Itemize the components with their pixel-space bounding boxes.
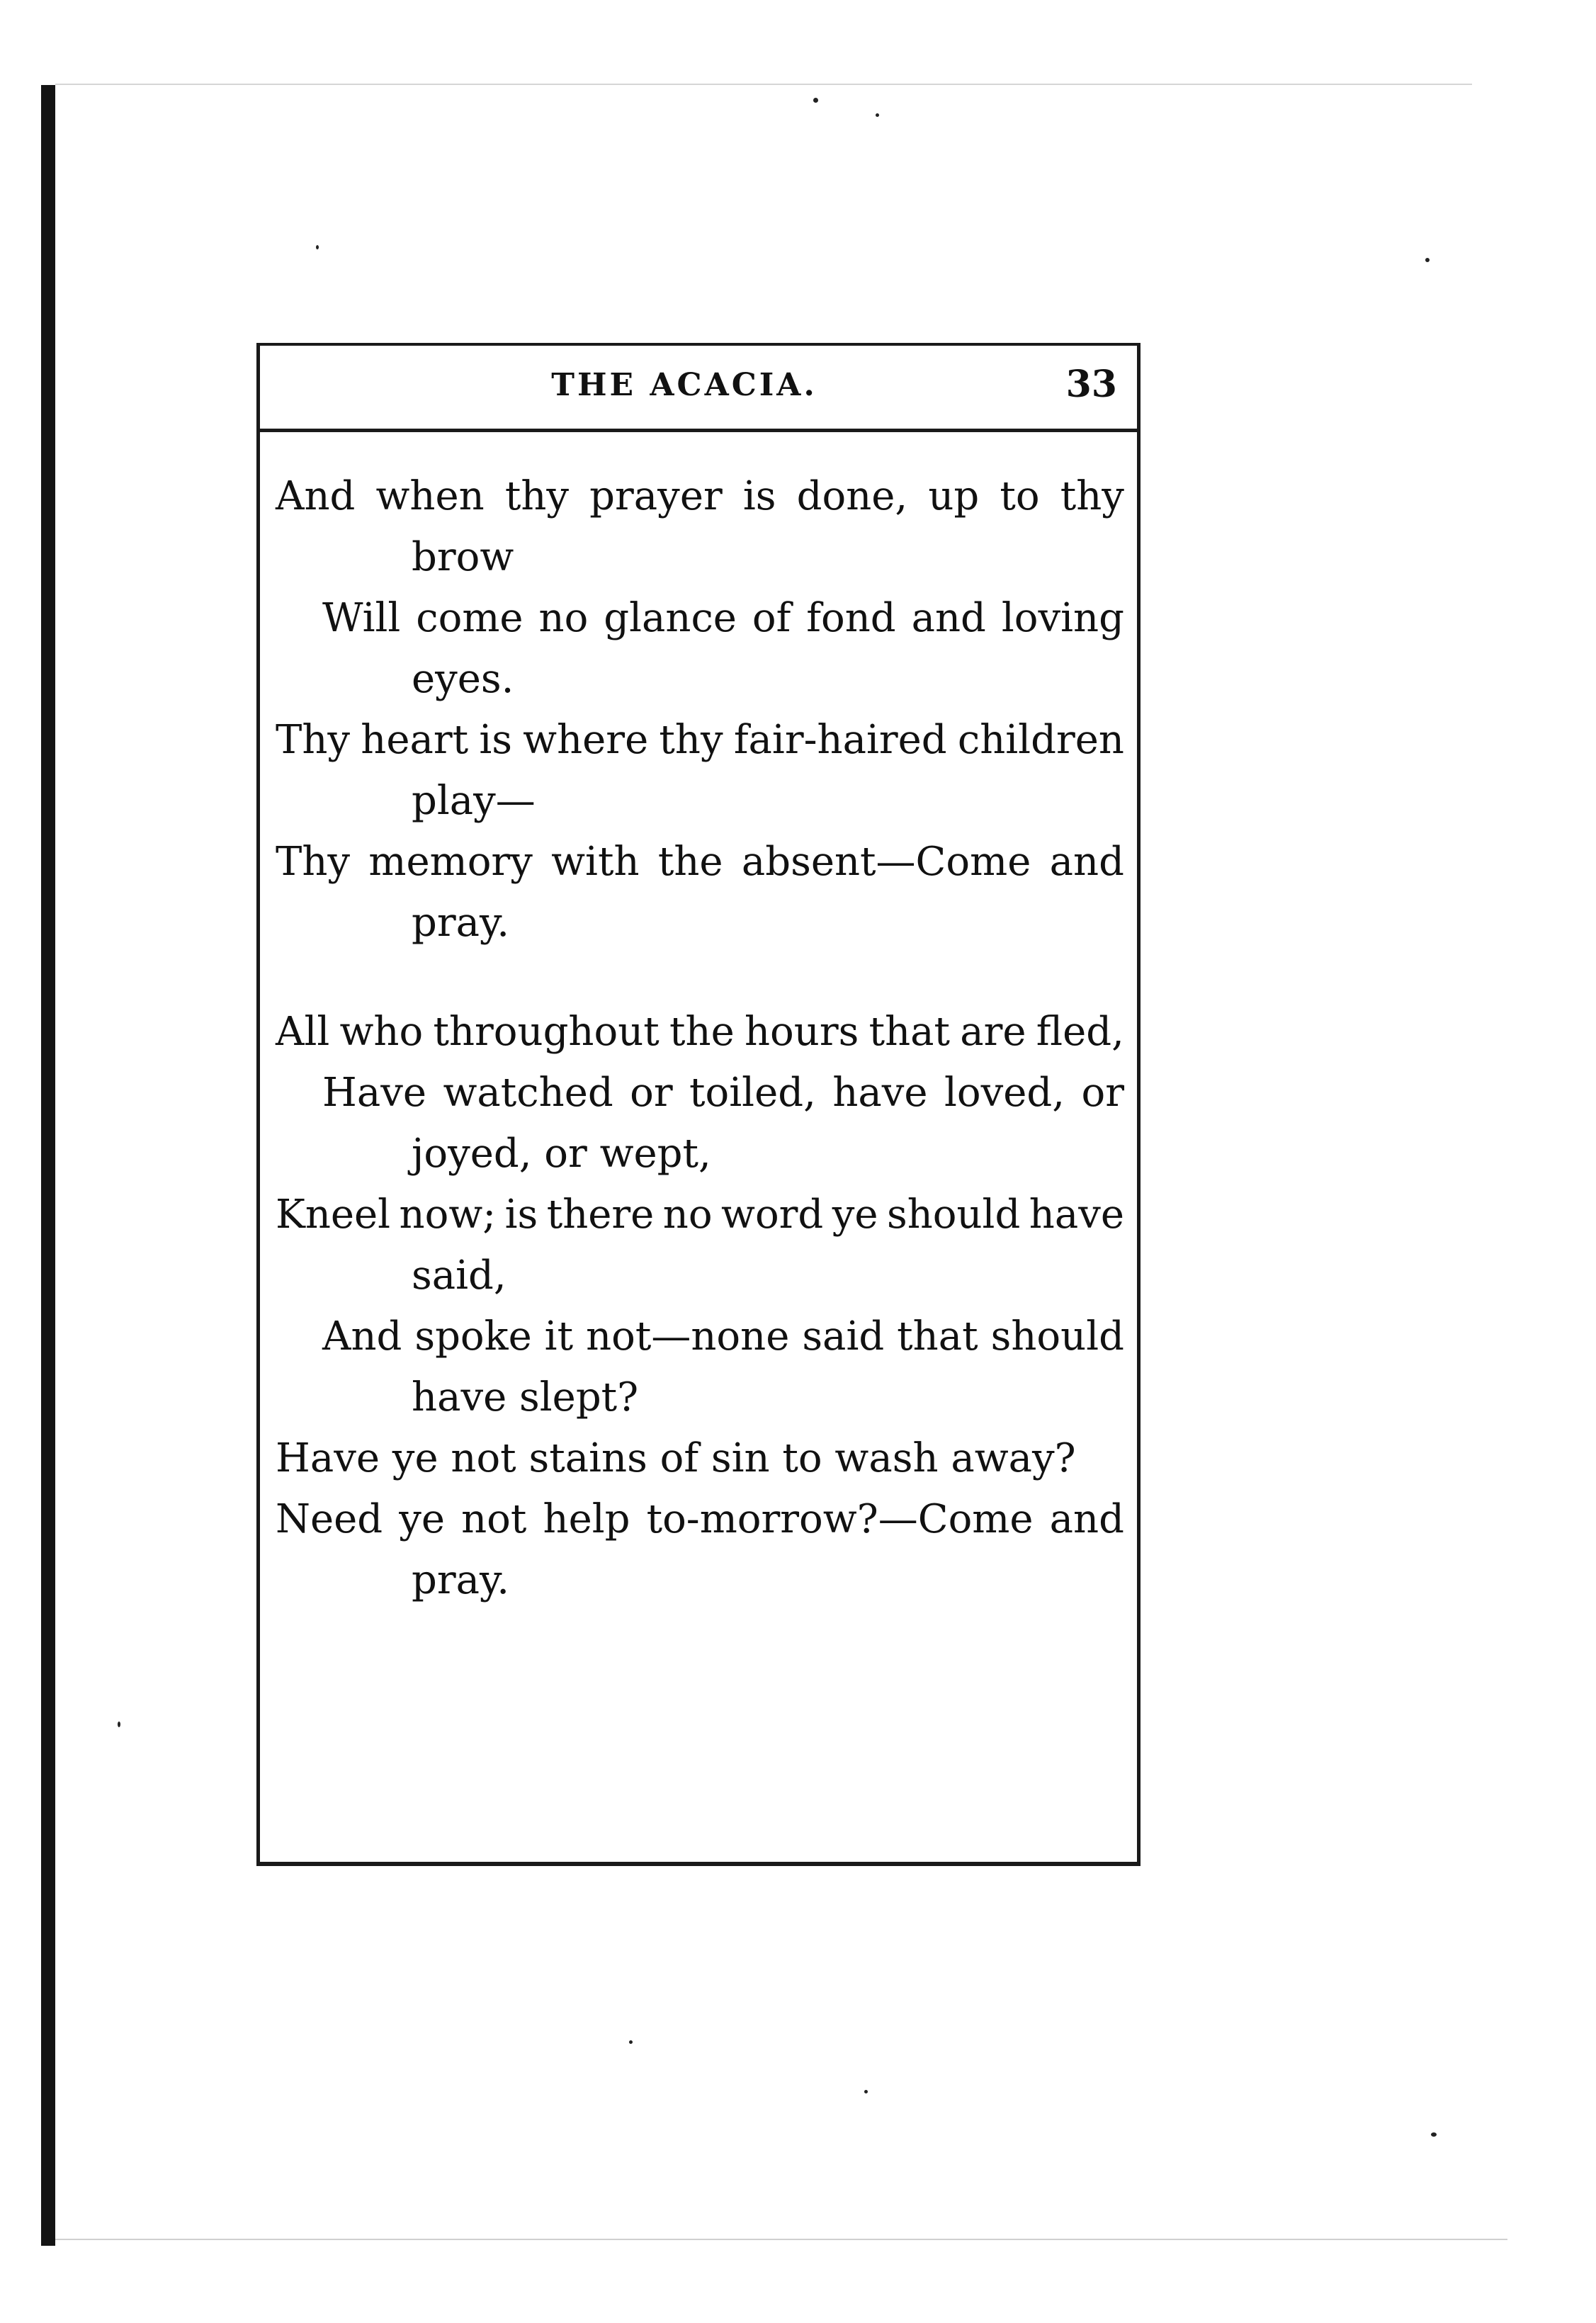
verse-line: Will come no glance of fond and loving bbox=[322, 595, 1124, 641]
scan-speck bbox=[813, 98, 818, 103]
verse-line: Need ye not help to-morrow?—Come and bbox=[276, 1496, 1124, 1542]
verse-line: eyes. bbox=[412, 656, 514, 702]
scan-speck bbox=[1431, 2132, 1437, 2137]
scan-speck bbox=[876, 113, 879, 117]
scan-speck bbox=[629, 2040, 633, 2044]
verse-line: Kneel now; is there no word ye should have bbox=[276, 1192, 1124, 1238]
verse-line: All who throughout the hours that are fled, bbox=[276, 1009, 1124, 1055]
verse-line: And spoke it not—none said that should bbox=[322, 1313, 1124, 1360]
stanza bbox=[276, 466, 1124, 954]
verse-line: brow bbox=[412, 534, 514, 580]
book-binding-edge bbox=[41, 85, 55, 2246]
page-number: 33 bbox=[1065, 363, 1117, 406]
printed-page-frame bbox=[256, 343, 1141, 1866]
verse-line: pray. bbox=[412, 1557, 510, 1603]
verse-line: pray. bbox=[412, 900, 510, 946]
running-header bbox=[260, 346, 1137, 432]
verse-line: Have watched or toiled, have loved, or bbox=[322, 1070, 1124, 1116]
verse-line: joyed, or wept, bbox=[412, 1131, 711, 1177]
verse-line: have slept? bbox=[412, 1374, 639, 1420]
stanza bbox=[276, 1002, 1124, 1611]
scan-speck bbox=[1425, 258, 1430, 262]
verse-line: Thy heart is where thy fair-haired children bbox=[276, 717, 1124, 763]
scan-speck bbox=[118, 1722, 120, 1727]
verse-line: play— bbox=[412, 778, 536, 824]
verse-line: said, bbox=[412, 1253, 506, 1299]
scan-speck bbox=[864, 2090, 868, 2093]
verse-line: Have ye not stains of sin to wash away? bbox=[276, 1435, 1076, 1481]
verse-line: Thy memory with the absent—Come and bbox=[276, 839, 1124, 885]
scan-top-edge bbox=[55, 84, 1472, 85]
running-title: THE ACACIA. bbox=[551, 367, 817, 403]
scan-speck bbox=[316, 245, 319, 249]
poem-body bbox=[276, 466, 1124, 1611]
scan-bottom-edge bbox=[55, 2239, 1507, 2240]
verse-line: And when thy prayer is done, up to thy bbox=[276, 473, 1124, 519]
stanza-gap bbox=[276, 954, 1124, 1002]
